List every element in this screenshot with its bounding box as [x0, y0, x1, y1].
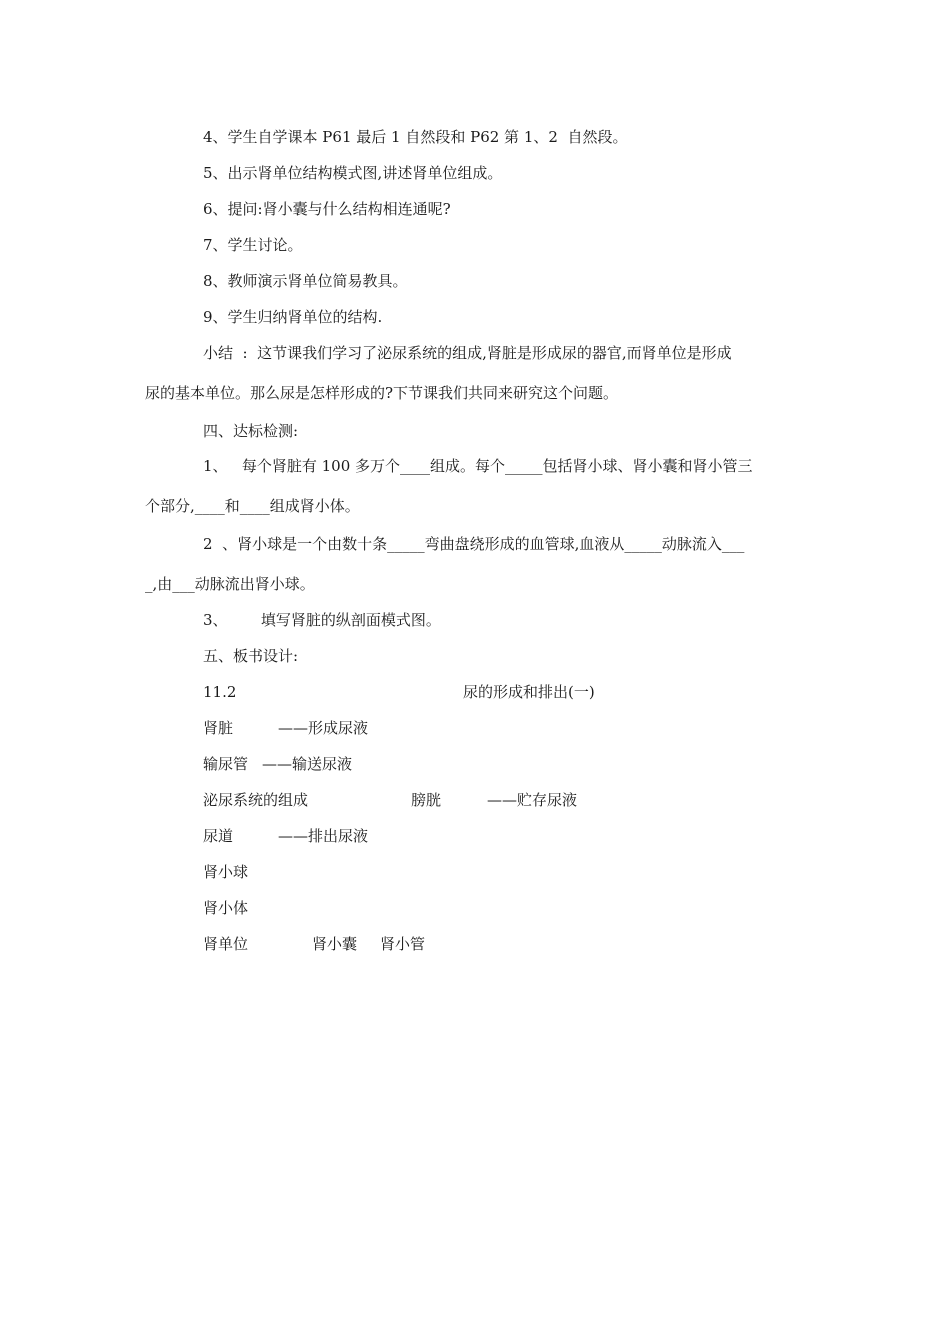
- step-8: 8、教师演示肾单位简易教具。: [203, 272, 408, 290]
- board-capsule: 肾小囊: [312, 935, 358, 953]
- step-6: 6、提问:肾小囊与什么结构相连通呢?: [203, 200, 451, 218]
- board-tubule: 肾小管: [380, 935, 426, 953]
- board-ureter: 输尿管: [203, 755, 249, 773]
- board-bladder: 膀胱: [411, 791, 442, 809]
- question-1-line-2: 个部分,____和____组成肾小体。: [145, 497, 360, 515]
- step-7: 7、学生讨论。: [203, 236, 303, 254]
- summary-line-2: 尿的基本单位。那么尿是怎样形成的?下节课我们共同来研究这个问题。: [145, 384, 619, 402]
- question-2-line-2: _,由___动脉流出肾小球。: [145, 575, 315, 593]
- board-kidney-function: ——形成尿液: [278, 719, 369, 737]
- step-9: 9、学生归纳肾单位的结构.: [203, 308, 383, 326]
- question-3: 3、 填写肾脏的纵剖面模式图。: [203, 611, 441, 629]
- step-4: 4、学生自学课本 P61 最后 1 自然段和 P62 第 1、2 自然段。: [203, 128, 628, 146]
- board-bladder-function: ——贮存尿液: [487, 791, 578, 809]
- section-5-heading: 五、板书设计:: [203, 647, 299, 665]
- question-2-line-1: 2 、肾小球是一个由数十条_____弯曲盘绕形成的血管球,血液从_____动脉流入___: [203, 535, 745, 553]
- board-urethra: 尿道: [203, 827, 234, 845]
- step-5: 5、出示肾单位结构模式图,讲述肾单位组成。: [203, 164, 503, 182]
- question-1-line-1: 1、 每个肾脏有 100 多万个____组成。每个_____包括肾小球、肾小囊和肾小管三: [203, 457, 753, 475]
- board-urethra-function: ——排出尿液: [278, 827, 369, 845]
- board-title: 尿的形成和排出(一): [463, 683, 595, 701]
- summary-line-1: 小结 : 这节课我们学习了泌尿系统的组成,肾脏是形成尿的器官,而肾单位是形成: [203, 344, 732, 362]
- board-glomerulus: 肾小球: [203, 863, 249, 881]
- board-kidney: 肾脏: [203, 719, 234, 737]
- board-ureter-function: ——输送尿液: [262, 755, 353, 773]
- board-corpuscle: 肾小体: [203, 899, 249, 917]
- board-system: 泌尿系统的组成: [203, 791, 309, 809]
- board-number: 11.2: [203, 683, 237, 701]
- section-4-heading: 四、达标检测:: [203, 422, 299, 440]
- board-nephron: 肾单位: [203, 935, 249, 953]
